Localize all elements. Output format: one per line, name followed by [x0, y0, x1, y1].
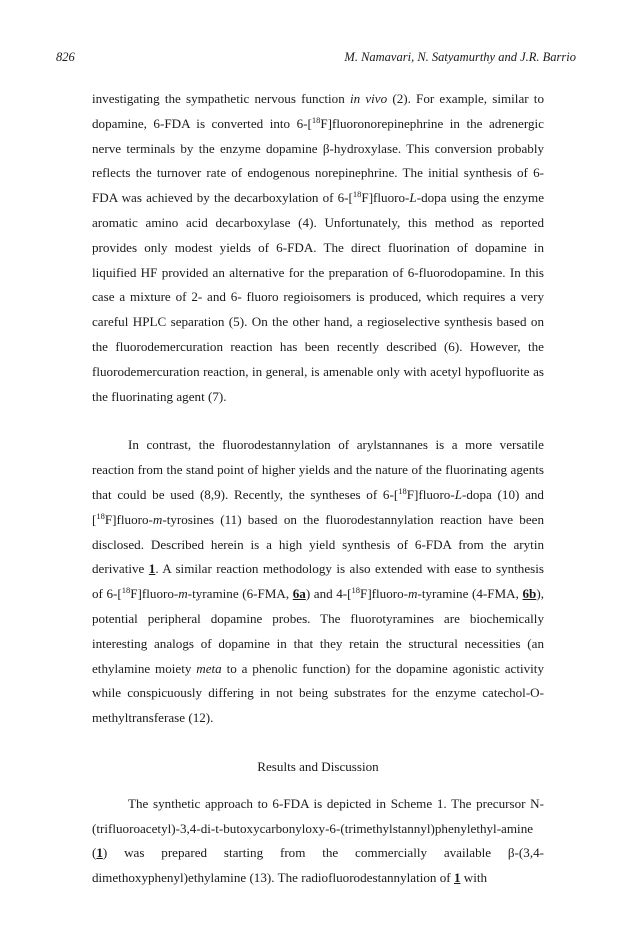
paragraph-gap: [92, 731, 544, 755]
italic-run: m: [408, 586, 418, 602]
text-run: F]fluoro-: [361, 190, 410, 206]
italic-run: m: [152, 511, 163, 527]
paragraph-gap: [92, 409, 544, 433]
text-run: F]fluoronorepinephrine in the adrenergic nerve terminals by the enzyme dopamine β-hydroxylase. This conversion probably reflects the turnover rate of endogenous norepinephrine. The initial synthesis of 6-FDA was achieved by the decarboxylation of 6-[: [92, 115, 544, 206]
text-run: F]fluoro-: [130, 586, 179, 602]
text-run: In contrast, the fluorodestannylation of arylstannanes is a more versatile reaction from the stand point of higher yields and the nature of the fluorinating agents that could be used (8,9). Recently, the syntheses of 6-[: [92, 437, 544, 502]
page-number: 826: [56, 50, 75, 64]
text-run: to a phenolic function) for the dopamine agonistic activity while conspicuously differing in not being substrates for the enzyme catechol-O-methyltransferase (12).: [92, 660, 544, 726]
section-heading: Results and Discussion: [257, 758, 379, 774]
text-run: investigating the sympathetic nervous function: [92, 91, 350, 106]
superscript: 18: [352, 189, 362, 200]
superscript: 18: [351, 585, 361, 596]
text-run: F]fluoro-: [104, 511, 153, 527]
italic-run: in vivo: [349, 91, 388, 106]
compound-label: 6b: [522, 586, 537, 602]
superscript: 18: [398, 485, 407, 496]
text-run: -tyramine (6-FMA,: [187, 586, 293, 602]
compound-label: 6a: [292, 586, 306, 602]
text-run: F]fluoro-: [406, 486, 455, 502]
superscript: 18: [96, 510, 105, 521]
italic-run: L: [409, 190, 417, 206]
page-header: [0, 50, 624, 68]
paragraph-2: [92, 433, 544, 731]
text-run: with: [460, 870, 488, 886]
text-run: ) and 4-[: [305, 586, 352, 602]
compound-label: 1: [453, 870, 461, 886]
text-run: -dopa using the enzyme aromatic amino acid decarboxylase (4). Unfortunately, this method as reported provides only modest yields of 6-FDA. The direct fluorination of dopamine in liquified HF provided an alternative for the preparation of 6-fluorodopamine. In this case a mixture of 2- and 6- fluoro regioisomers is produced, which requires a very careful HPLC separation (5). On the other hand, a regioselective synthesis based on the fluorodemercuration reaction has been recently described (6). However, the fluorodemercuration reaction, in general, is amenable only with acetyl hypofluorite as the fluorinating agent (7).: [92, 190, 545, 404]
heading-gap: [92, 780, 544, 792]
text-run: F]fluoro-: [360, 586, 409, 602]
text-run: -tyrosines (11) based on the fluorodestannylation reaction have been disclosed. Described herein is a high yield synthesis of 6-FDA from the arytin derivative: [92, 511, 544, 577]
text-run: (2). For example, similar to dopamine, 6-FDA is converted into 6-[: [92, 91, 544, 131]
superscript: 18: [311, 114, 321, 125]
text-run: . A similar reaction methodology is also extended with ease to synthesis of 6-[: [92, 561, 544, 602]
italic-run: meta: [196, 660, 222, 676]
text-run: -dopa (10) and [: [92, 486, 544, 527]
text-run: -tyramine (4-FMA,: [417, 586, 523, 602]
paragraph-1: [92, 87, 544, 409]
compound-label: 1: [148, 561, 156, 577]
text-run: The synthetic approach to 6-FDA is depicted in Scheme 1. The precursor N-(trifluoroacetyl)-3,4-di-t-butoxycarbonyloxy-6-(trimethylstannyl)phenylethyl-amine (: [92, 795, 544, 861]
italic-run: L: [454, 486, 463, 502]
body-text: [92, 87, 544, 891]
text-run: ) was prepared starting from the commercially available β-(3,4-dimethoxyphenyl)ethylamine (13). The radiofluorodestannylation of: [92, 845, 544, 886]
compound-label: 1: [96, 845, 103, 861]
superscript: 18: [121, 585, 131, 596]
paragraph-3: [92, 792, 544, 891]
running-head: M. Namavari, N. Satyamurthy and J.R. Barrio: [344, 50, 576, 64]
italic-run: m: [178, 586, 188, 602]
text-run: ), potential peripheral dopamine probes. The fluorotyramines are biochemically interesting analogs of dopamine in that they retain the structural necessities (an ethylamine moiety: [92, 586, 544, 676]
